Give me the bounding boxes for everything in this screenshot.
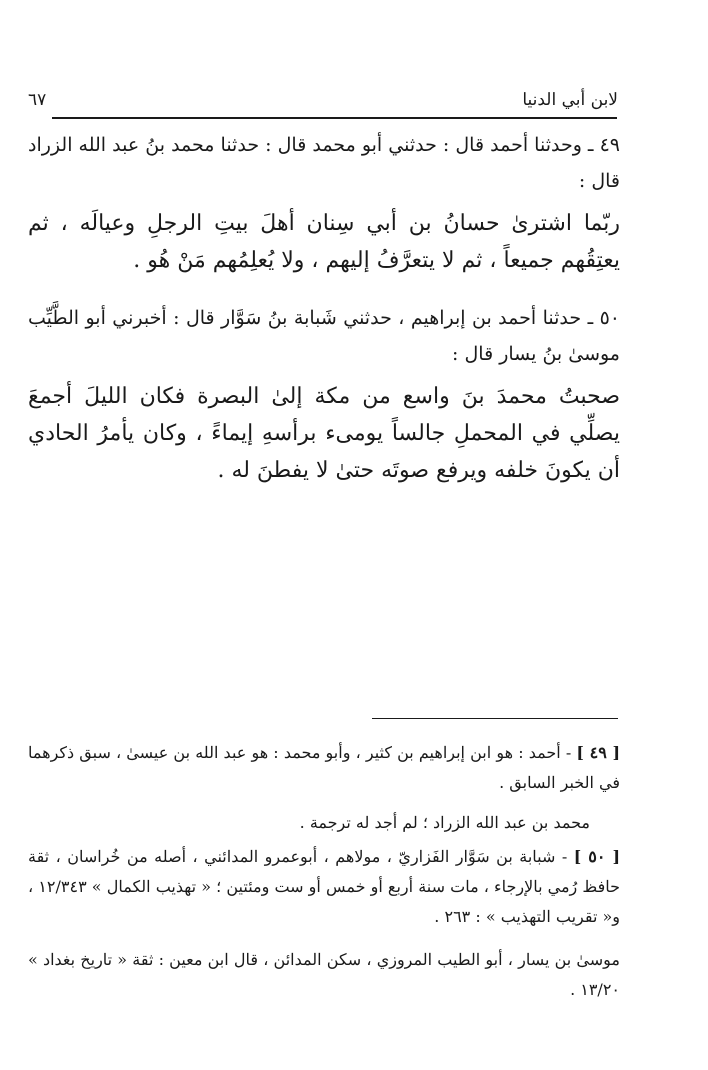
entry-50-text: صحبتُ محمدَ بنَ واسع من مكة إلىٰ البصرة فكان الليلَ أجمعَ يصلِّي في المحملِ جالساً يومىء برأسهِ إيماءً ، وكان يأمرُ الحادي أن يكونَ خلفه ويرفع صوتَه حتىٰ لا يفطنَ له .	[28, 384, 620, 483]
page-header	[28, 90, 618, 114]
footnote-49-number: [ ٤٩ ]	[576, 743, 621, 762]
entry-49-text: ربّما اشترىٰ حسانُ بن أبي سِنان أهلَ بيتِ الرجلِ وعيالَه ، ثم يعتِقُهم جميعاً ، ثم لا يتعرَّفُ إليهم ، ولا يُعلِمُهم مَنْ هُو .	[28, 211, 620, 273]
footnote-49	[28, 738, 620, 798]
page-number: ٦٧	[28, 90, 47, 110]
footnote-divider	[372, 718, 618, 719]
footnote-50-text: - شبابة بن سَوَّار الفَزاريّ ، مولاهم ، أبوعمرو المدائني ، أصله من خُراسان ، ثقة حافظ رُمي بالإرجاء ، مات سنة أربع أو خمس أو ست ومئتين ؛ « تهذيب الكمال » ١٢/٣٤٣ ، و« تقريب التهذيب » : ٢٦٣ .	[28, 847, 621, 926]
footnote-50-musa: موسىٰ بن يسار ، أبو الطيب المروزي ، سكن المدائن ، قال ابن معين : ثقة « تاريخ بغداد » ١٣/٢٠ .	[28, 950, 620, 999]
footnote-49-text: - أحمد : هو ابن إبراهيم بن كثير ، وأبو محمد : هو عبد الله بن عيسىٰ ، سبق ذكرهما في الخبر السابق .	[28, 743, 620, 792]
footnote-49-continued	[28, 808, 620, 838]
entry-49-isnad: ٤٩ ـ وحدثنا أحمد قال : حدثني أبو محمد قال : حدثنا محمد بنُ عبد الله الزراد قال :	[28, 134, 620, 192]
footnote-49-zarrad: محمد بن عبد الله الزراد ؛ لم أجد له ترجمة .	[299, 813, 590, 832]
footnote-50-number: [ ٥٠ ]	[573, 847, 621, 866]
entry-50-isnad: ٥٠ ـ حدثنا أحمد بن إبراهيم ، حدثني شَبابة بنُ سَوَّار قال : أخبرني أبو الطَّيِّب موسىٰ بنُ يسار قال :	[28, 307, 620, 365]
footnote-50-continued	[28, 945, 620, 1005]
header-divider	[52, 117, 617, 119]
footnote-50	[28, 842, 620, 932]
book-title: لابن أبي الدنيا	[522, 90, 618, 110]
